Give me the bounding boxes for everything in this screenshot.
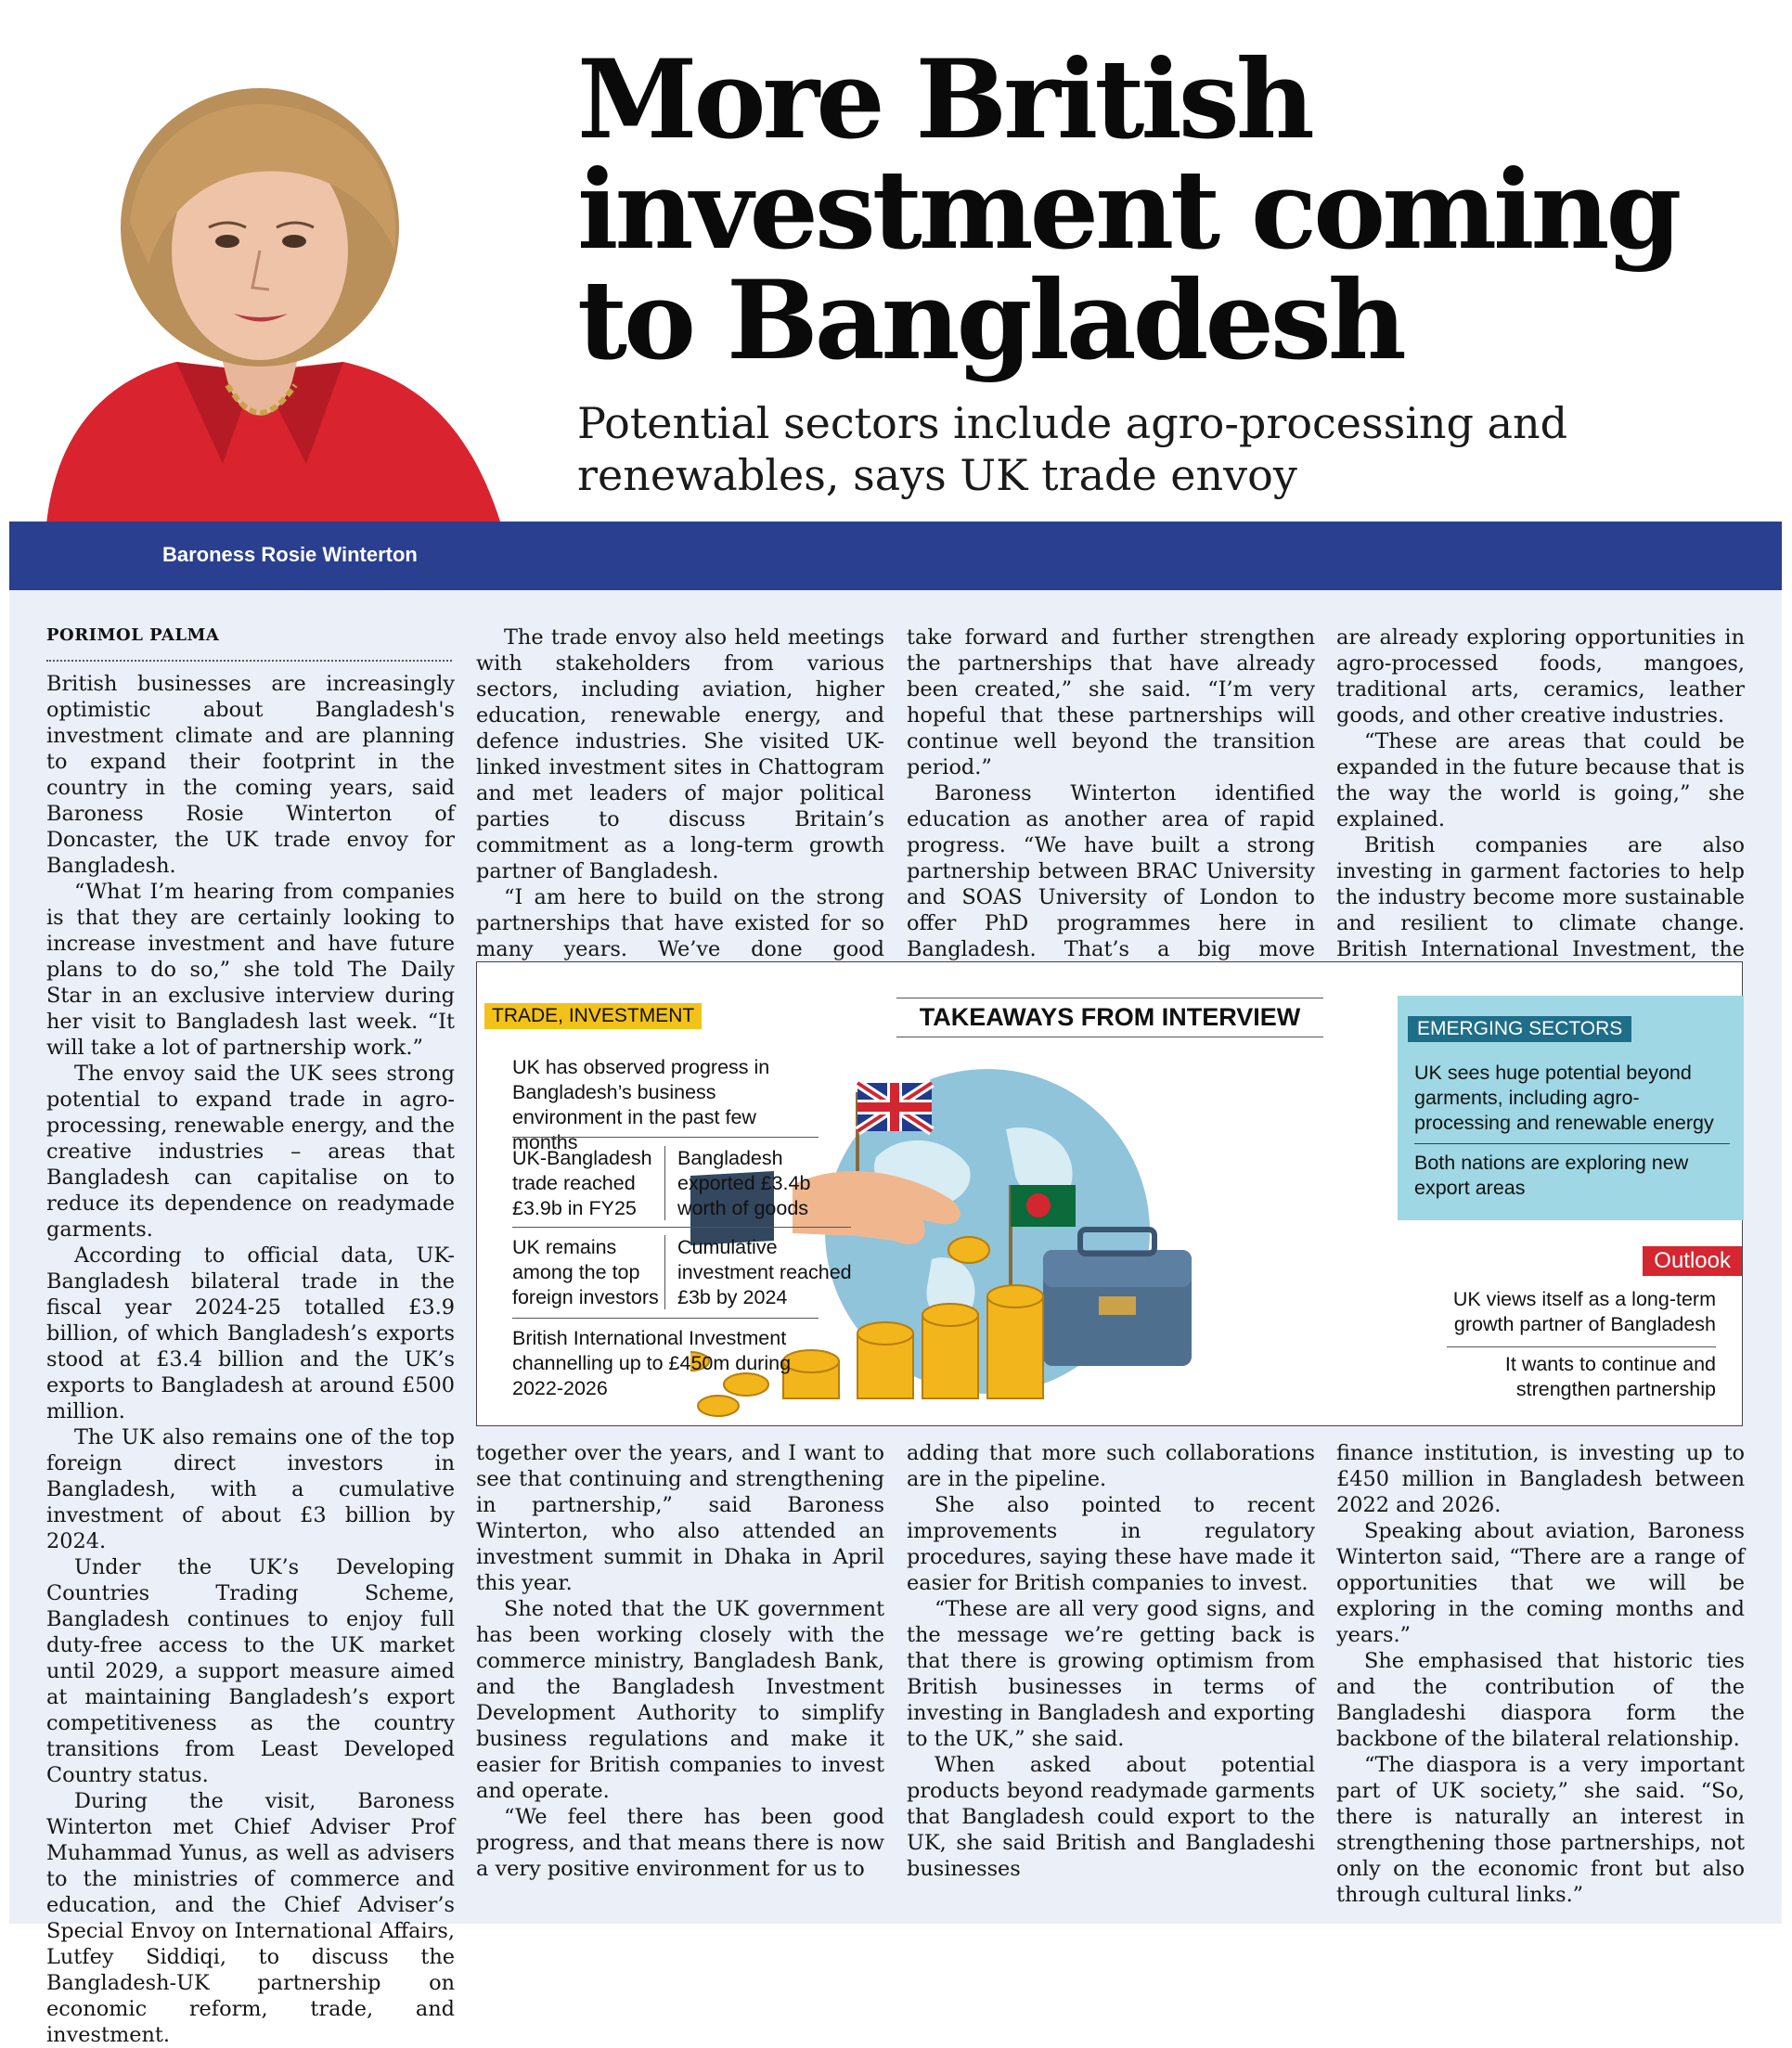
trade-cell-divider-2	[664, 1235, 665, 1309]
paragraph: take forward and further strengthen the partnerships that have already been created,” she said. “I’m very hopeful that these partnerships will continue well beyond the transition period.”	[907, 625, 1315, 779]
outlook-rule	[1447, 1346, 1716, 1347]
outlook-item-1: UK views itself as a long-term growth partner of Bangladesh	[1452, 1288, 1716, 1335]
byline: PORIMOL PALMA	[46, 625, 220, 645]
paragraph: British companies are also investing in garment factories to help the industry become more sustainable and resilient to climate change. British International Investment, the	[1336, 833, 1745, 961]
deck-subheadline: Potential sectors include agro-processing and renewables, says UK trade envoy	[577, 398, 1568, 500]
column-4-bottom	[1336, 1440, 1745, 1908]
paragraph: When asked about potential products beyond readymade garments that Bangladesh could export to the UK, she said British and Bangladeshi businesses	[907, 1753, 1315, 1881]
paragraph: “The diaspora is a very important part of UK society,” she said. “So, there is naturally an interest in strengthening those partnerships, not only on the economic front but also through cultural links.”	[1336, 1753, 1745, 1907]
takeaways-infographic	[476, 961, 1743, 1426]
paragraph: The trade envoy also held meetings with stakeholders from various sectors, including aviation, higher education, renewable energy, and defence industries. She visited UK-linked investment sites in Chattogram and met leaders of major political parties to discuss Britain’s commitment as a long-term growth partner of Bangladesh.	[476, 625, 884, 883]
column-3-top	[907, 625, 1315, 988]
paragraph: She emphasised that historic ties and the contribution of the Bangladeshi diaspora form the backbone of the bilateral relationship.	[1336, 1649, 1745, 1751]
paragraph: Under the UK’s Developing Countries Trading Scheme, Bangladesh continues to enjoy full duty-free access to the UK market until 2029, a support measure aimed at maintaining Bangladesh’s export competitiveness as the country transitions from Least Developed Country status.	[46, 1555, 455, 1787]
paragraph: The UK also remains one of the top foreign direct investors in Bangladesh, with a cumulative investment of about £3 billion by 2024.	[46, 1425, 455, 1553]
column-3-bottom	[907, 1440, 1315, 1882]
paragraph: The envoy said the UK sees strong potential to expand trade in agro-processing, renewable energy, and the creative industries – areas that Bangladesh can capitalise on to reduce its dependence on readymade garments.	[46, 1062, 455, 1242]
paragraph: are already exploring opportunities in agro-processed foods, mangoes, traditional arts, ceramics, leather goods, and other creative industries.	[1336, 625, 1745, 728]
paragraph: “What I’m hearing from companies is that they are certainly looking to increase investment and have future plans to do so,” she told The Daily Star in an exclusive interview during her visit to Bangladesh last week. “It will take a lot of partnership work.”	[46, 880, 455, 1060]
emerging-item-2: Both nations are exploring new export areas	[1414, 1152, 1689, 1199]
trade-cell-3: UK remains among the top foreign investors	[512, 1236, 659, 1308]
outlook-label: Outlook	[1643, 1246, 1742, 1276]
paragraph: together over the years, and I want to see that continuing and strengthening in partnership,” said Baroness Winterton, who also attended an investment summit in Dhaka in April this year.	[476, 1441, 884, 1595]
paragraph: adding that more such collaborations are in the pipeline.	[907, 1441, 1315, 1491]
trade-cell-divider-1	[664, 1146, 665, 1220]
column-2-bottom	[476, 1440, 884, 1882]
paragraph: finance institution, is investing up to £450 million in Bangladesh between 2022 and 2026.	[1336, 1441, 1745, 1517]
trade-rule-1	[512, 1137, 819, 1138]
paragraph: “I am here to build on the strong partnerships that have existed for so many years. We’ve done good	[476, 885, 884, 961]
column-1	[46, 671, 455, 2048]
column-2-top	[476, 625, 884, 988]
paragraph: During the visit, Baroness Winterton met Chief Adviser Prof Muhammad Yunus, as well as advisers to the ministries of commerce and education, and the Chief Adviser’s Special Envoy on International Affairs, Lutfey Siddiqi, to discuss the Bangladesh-UK partnership on economic reform, trade, and investment.	[46, 1789, 455, 2047]
infographic-title: TAKEAWAYS FROM INTERVIEW	[919, 1003, 1301, 1031]
trade-rule-3	[512, 1318, 819, 1319]
trade-footer: British International Investment channelling up to £450m during 2022-2026	[512, 1327, 792, 1399]
paragraph: Speaking about aviation, Baroness Winterton said, “There are a range of opportunities that we will be exploring in the coming months and years.”	[1336, 1519, 1745, 1647]
paragraph: According to official data, UK-Bangladesh bilateral trade in the fiscal year 2024-25 totalled £3.9 billion, of which Bangladesh’s exports stood at £3.4 billion and the UK’s exports to Bangladesh at around £500 million.	[46, 1243, 455, 1423]
paragraph: “These are all very good signs, and the message we’re getting back is that there is growing optimism from British businesses in terms of investing in Bangladesh and exporting to the UK,” she said.	[907, 1597, 1315, 1751]
paragraph: “These are areas that could be expanded in the future because that is the way the world is going,” she explained.	[1336, 729, 1745, 831]
paragraph: “We feel there has been good progress, and that means there is now a very positive environment for us to	[476, 1805, 884, 1881]
headline: More British investment coming to Bangladesh	[577, 35, 1679, 384]
paragraph: She also pointed to recent improvements in regulatory procedures, saying these have made it easier for British companies to invest.	[907, 1493, 1315, 1595]
trade-cell-4: Cumulative investment reached £3b by 2024	[677, 1236, 852, 1308]
trade-cell-2: Bangladesh exported £3.4b worth of goods	[677, 1147, 811, 1219]
trade-intro: UK has observed progress in Bangladesh’s business environment in the past few months	[512, 1056, 770, 1153]
column-4-top	[1336, 625, 1745, 988]
paragraph: Baroness Winterton identified education as another area of rapid progress. “We have built a strong partnership between BRAC University and SOAS University of London to offer PhD programmes here in Bangladesh. That’s a big move	[907, 781, 1315, 961]
trade-rule-2	[512, 1227, 851, 1228]
portrait-illustration	[37, 65, 538, 524]
paragraph: British businesses are increasingly optimistic about Bangladesh's investment climate and are planning to expand their footprint in the country in the coming years, said Baroness Rosie Winterton of Doncaster, the UK trade envoy for Bangladesh.	[46, 672, 455, 878]
emerging-item-1: UK sees huge potential beyond garments, including agro-processing and renewable energy	[1414, 1062, 1714, 1134]
emerging-rule	[1414, 1143, 1730, 1144]
trade-cell-1: UK-Bangladesh trade reached £3.9b in FY25	[512, 1147, 652, 1219]
portrait-caption: Baroness Rosie Winterton	[162, 543, 418, 566]
paragraph: She noted that the UK government has been working closely with the commerce ministry, Bangladesh Bank, and the Bangladesh Investment Development Authority to simplify business regulations and make it easier for British companies to invest and operate.	[476, 1597, 884, 1803]
byline-divider	[46, 660, 452, 662]
trade-investment-label: TRADE, INVESTMENT	[484, 1003, 702, 1029]
outlook-item-2: It wants to continue and strengthen partnership	[1504, 1353, 1716, 1400]
emerging-sectors-label: EMERGING SECTORS	[1408, 1016, 1631, 1042]
